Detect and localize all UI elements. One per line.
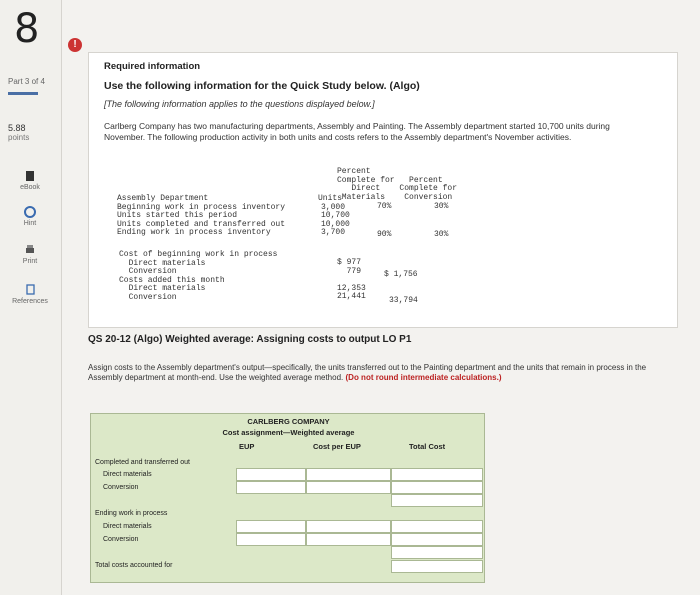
row-completed: Completed and transferred out (95, 459, 190, 466)
cost-conv1-input[interactable] (306, 481, 391, 494)
references-button[interactable]: References (8, 284, 52, 305)
points-label: points (8, 133, 30, 142)
book-icon (24, 170, 36, 182)
conv-pct-begin: 30% (434, 202, 449, 211)
total-dm2-input[interactable] (391, 520, 483, 533)
worksheet-company: CARLBERG COMPANY (247, 417, 330, 426)
cost-dm1-input[interactable] (306, 468, 391, 481)
worksheet-subtitle: Cost assignment—Weighted average (222, 428, 355, 437)
conv-pct-end: 30% (434, 230, 449, 239)
document-icon (24, 284, 36, 296)
cost-values: $ 977 779 12,353 21,441 (337, 258, 366, 301)
cost-total-begin: $ 1,756 (384, 270, 418, 279)
row-dm2: Direct materials (103, 523, 152, 530)
cost-conv2-input[interactable] (306, 533, 391, 546)
print-button[interactable]: Print (8, 244, 52, 265)
sidebar (0, 0, 62, 595)
total-completed-input[interactable] (391, 494, 483, 507)
dm-pct-end: 90% (377, 230, 392, 239)
header-cost-per-eup: Cost per EUP (313, 442, 361, 451)
total-ending-input[interactable] (391, 546, 483, 559)
cost-labels: Cost of beginning work in process Direct materials Conversion Costs added this month Direct materials Conversion (119, 250, 278, 302)
activity-labels: Assembly Department Beginning work in process inventory Units started this period Units completed and transferred out Ending work in process inventory (117, 194, 286, 237)
printer-icon (24, 244, 36, 256)
eup-conv1-input[interactable] (236, 481, 306, 494)
pct-header: Percent Complete for Percent Direct Complete for Materials Conversion (337, 167, 458, 202)
lifebuoy-icon (24, 206, 36, 218)
header-total-cost: Total Cost (409, 442, 446, 451)
info-note: [The following information applies to the questions displayed below.] (104, 99, 375, 109)
eup-conv2-input[interactable] (236, 533, 306, 546)
cost-dm2-input[interactable] (306, 520, 391, 533)
alert-icon: ! (68, 38, 82, 52)
row-dm1: Direct materials (103, 471, 152, 478)
total-conv1-input[interactable] (391, 481, 483, 494)
total-costs-input[interactable] (391, 560, 483, 573)
info-paragraph: Carlberg Company has two manufacturing departments, Assembly and Painting. The Assembly department started 10,700 units during November. The following production activity in both units and costs refers to the Assembly department's November activities. (104, 121, 610, 142)
cost-assignment-worksheet (90, 413, 485, 583)
units-values: 3,000 10,700 10,000 3,700 (321, 202, 350, 237)
assign-bold-note: (Do not round intermediate calculations.) (345, 373, 502, 382)
use-info-heading: Use the following information for the Quick Study below. (Algo) (104, 80, 420, 92)
row-total: Total costs accounted for (95, 562, 173, 569)
total-conv2-input[interactable] (391, 533, 483, 546)
eup-dm2-input[interactable] (236, 520, 306, 533)
part-progress-bar (8, 92, 38, 95)
units-header: Units (318, 194, 343, 203)
part-indicator: Part 3 of 4 (8, 77, 45, 86)
row-conv1: Conversion (103, 484, 139, 491)
assign-instructions: Assign costs to the Assembly department's output—specifically, the units transferred out to the Painting department and the units that remain in process in the Assembly department at month-end. Use the weighted average method. (Do not round intermediate calculations.) (88, 363, 647, 382)
question-number: 8 (14, 6, 40, 52)
ebook-button[interactable]: eBook (8, 170, 52, 191)
row-ending: Ending work in process (95, 510, 168, 517)
quick-study-title: QS 20-12 (Algo) Weighted average: Assigning costs to output LO P1 (88, 334, 412, 345)
points-value: 5.88 (8, 123, 26, 133)
row-conv2: Conversion (103, 536, 139, 543)
total-dm1-input[interactable] (391, 468, 483, 481)
eup-dm1-input[interactable] (236, 468, 306, 481)
cost-total-added: 33,794 (389, 296, 418, 305)
header-eup: EUP (239, 442, 255, 451)
required-heading: Required information (104, 61, 201, 72)
dm-pct-begin: 70% (377, 202, 392, 211)
info-panel (88, 52, 678, 328)
hint-button[interactable]: Hint (8, 206, 52, 227)
